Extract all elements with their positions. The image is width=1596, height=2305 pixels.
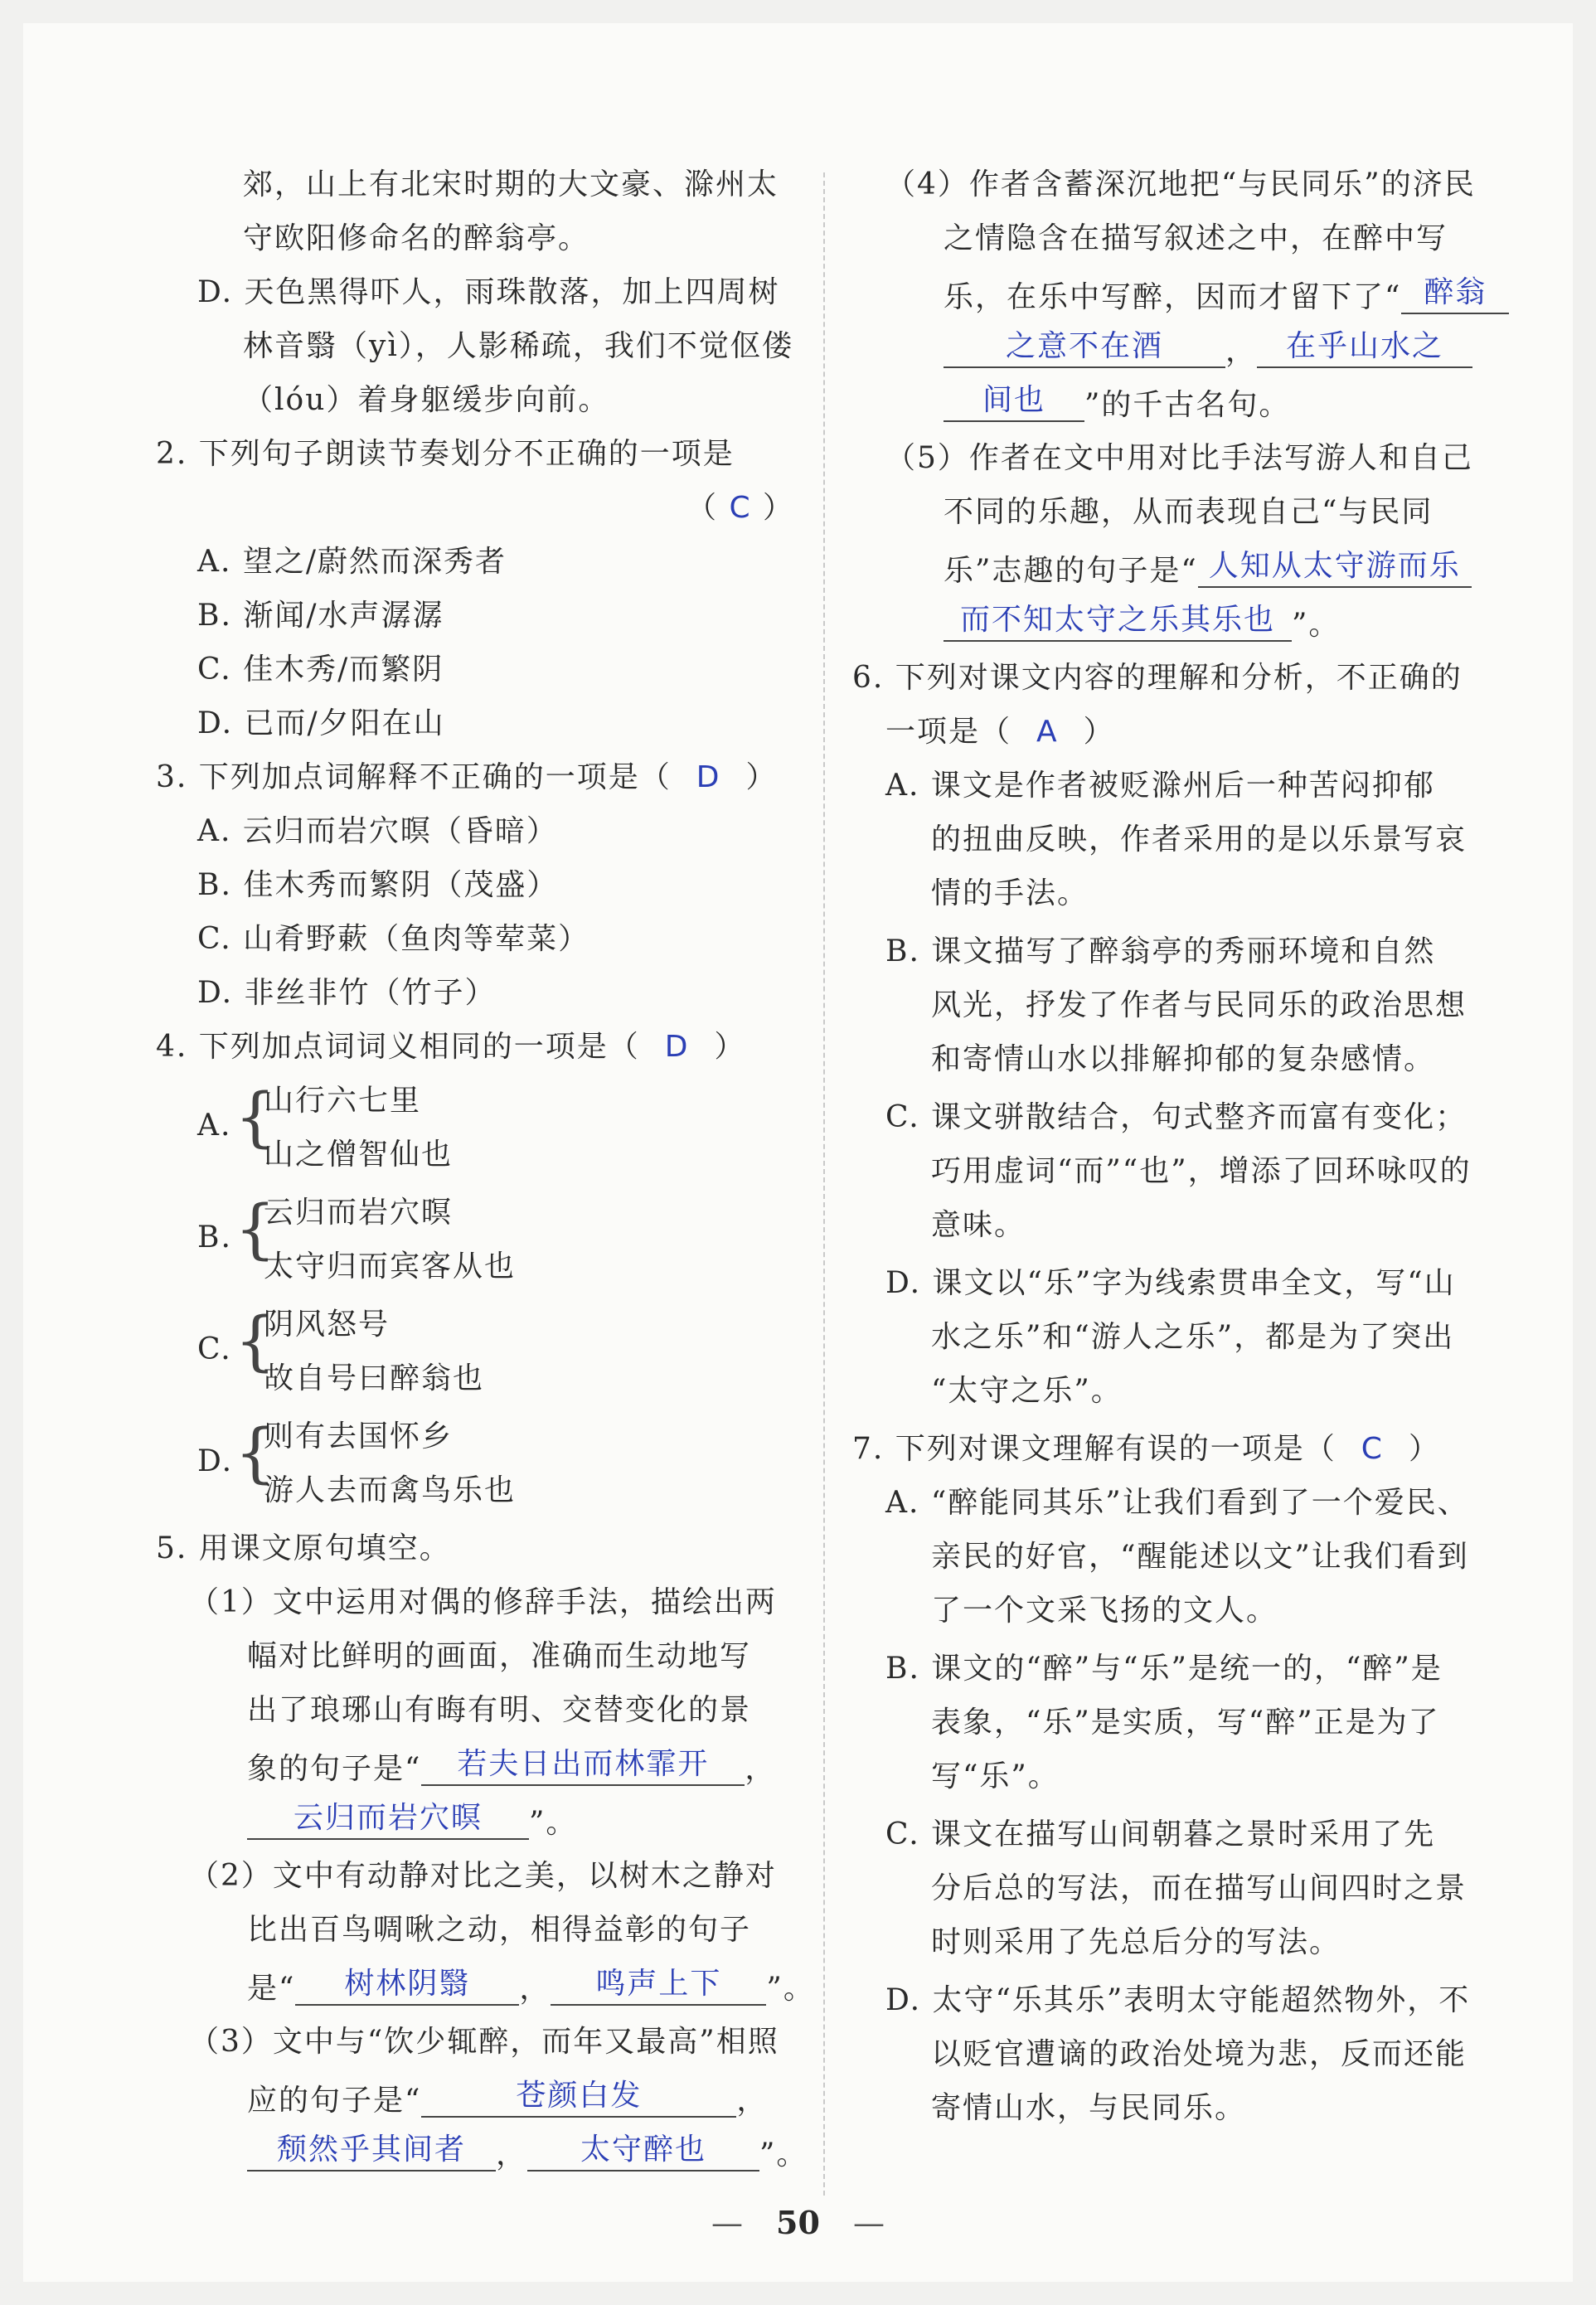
q5-1-answer-2: 云归而岩穴暝 — [247, 1802, 529, 1840]
q5-1-line3: 出了琅琊山有晦有明、交替变化的景 — [247, 1693, 752, 1727]
q6-option-b-line3: 和寄情山水以排解抑郁的复杂感情。 — [931, 1042, 1436, 1076]
q7-option-c-line3: 时则采用了先总后分的写法。 — [931, 1925, 1341, 1959]
question-2: 2. 下列句子朗读节奏划分不正确的一项是 — [156, 437, 735, 471]
question-7-text: 7. 下列对课文理解有误的一项是（ — [852, 1432, 1336, 1466]
q5-1-line4: 象的句子是“ 若夫日出而林霏开 ， — [247, 1747, 777, 1786]
q6-option-a-line2: 的扭曲反映，作者采用的是以乐景写哀 — [931, 823, 1467, 856]
q2-option-c: C. 佳木秀/而繁阴 — [197, 653, 444, 687]
q4-option-a-line1: 山行六七里 — [264, 1084, 422, 1118]
q4-option-b-line1: 云归而岩穴暝 — [264, 1196, 454, 1230]
q5-1-answer-1: 若夫日出而林霏开 — [421, 1748, 745, 1786]
q5-1-line5: 云归而岩穴暝 ”。 — [247, 1802, 577, 1840]
q2-option-d: D. 已而/夕阳在山 — [197, 706, 445, 740]
q3-option-d: D. 非丝非竹（竹子） — [197, 976, 497, 1010]
q1d-line3: （lóu）着身躯缓步向前。 — [243, 383, 610, 417]
q4-option-b-line2: 太守归而宾客从也 — [264, 1250, 517, 1284]
q6-answer: A — [1036, 715, 1059, 749]
page-number-value: 50 — [776, 2204, 820, 2241]
q4-option-b-letter: B. — [197, 1220, 232, 1254]
q7-option-d-line1: D. 太守“乐其乐”表明太守能超然物外，不 — [885, 1983, 1471, 2017]
q4-option-d-line2: 游人去而禽鸟乐也 — [264, 1473, 517, 1507]
q5-5-answer-1: 人知从太守游而乐 — [1198, 550, 1472, 588]
q3-option-b: B. 佳木秀而繁阴（茂盛） — [197, 868, 559, 902]
question-6-line1: 6. 下列对课文内容的理解和分析，不正确的 — [852, 661, 1463, 695]
q3-option-a: A. 云归而岩穴暝（昏暗） — [197, 814, 558, 848]
q5-3-answer-2: 颓然乎其间者 — [247, 2133, 496, 2172]
question-5: 5. 用课文原句填空。 — [156, 1531, 451, 1565]
q5-4-line2: 之情隐含在描写叙述之中，在醉中写 — [944, 221, 1448, 255]
q5-3-answer-3: 太守醉也 — [527, 2133, 759, 2172]
q5-2-line3: 是“ 树林阴翳 ， 鸣声上下 ”。 — [247, 1967, 815, 2006]
q7-option-b-line1: B. 课文的“醉”与“乐”是统一的，“醉”是 — [885, 1652, 1443, 1686]
q5-1-prompt: 象的句子是“ — [247, 1752, 422, 1786]
q4-answer: D — [664, 1030, 690, 1064]
q6-option-b-line1: B. 课文描写了醉翁亭的秀丽环境和自然 — [885, 934, 1436, 968]
q4-option-c-line1: 阴风怒号 — [264, 1308, 391, 1342]
q5-1-line1: （1）文中运用对偶的修辞手法，描绘出两 — [189, 1585, 777, 1619]
q4-option-a-brace: { — [235, 1080, 278, 1155]
q5-5-line2: 不同的乐趣，从而表现自己“与民同 — [944, 495, 1433, 529]
question-3-text: 3. 下列加点词解释不正确的一项是（ — [156, 760, 672, 794]
column-divider — [823, 172, 825, 2196]
q6-option-a-line3: 情的手法。 — [931, 876, 1089, 910]
worksheet-page — [23, 23, 1573, 2282]
question-6-line2: 一项是（ A ） — [885, 715, 1115, 749]
q5-5-line3 — [944, 550, 1472, 588]
q5-3-line3: 颓然乎其间者 ， 太守醉也 ”。 — [247, 2133, 808, 2172]
question-4: 4. 下列加点词词义相同的一项是（ D ） — [156, 1030, 746, 1064]
q7-option-b-line2: 表象，“乐”是实质，写“醉”正是为了 — [931, 1706, 1440, 1740]
q3-answer: D — [696, 760, 721, 794]
q7-option-b-line3: 写“乐”。 — [931, 1759, 1060, 1793]
q2-answer: C — [729, 491, 752, 525]
q5-5-line4: 而不知太守之乐其乐也 ”。 — [944, 604, 1340, 642]
q7-option-a-line1: A. “醉能同其乐”让我们看到了一个爱民、 — [885, 1486, 1469, 1520]
q4-option-d-line1: 则有去国怀乡 — [264, 1419, 454, 1453]
q7-option-c-line2: 分后总的写法，而在描写山间四时之景 — [931, 1871, 1467, 1905]
question-4-text: 4. 下列加点词词义相同的一项是（ — [156, 1030, 640, 1064]
q5-3-line2: 应的句子是“ 苍颜白发 ， — [247, 2079, 769, 2118]
q6-option-b-line2: 风光，抒发了作者与民同乐的政治思想 — [931, 988, 1467, 1022]
q1c-line1: 郊，山上有北宋时期的大文豪、滁州太 — [243, 167, 779, 201]
q2-answer-slot: （ C ） — [686, 491, 795, 525]
q5-5-line1: （5）作者在文中用对比手法写游人和自己 — [885, 441, 1473, 475]
q4-option-a-letter: A. — [197, 1109, 232, 1143]
q6-option-d-line2: 水之乐”和“游人之乐”，都是为了突出 — [931, 1320, 1455, 1354]
q7-option-d-line2: 以贬官遭谪的政治处境为悲，反而还能 — [931, 2037, 1467, 2071]
q5-4-line3 — [944, 276, 1509, 314]
q2-option-a: A. 望之/蔚然而深秀者 — [197, 545, 507, 579]
q4-option-c-brace: { — [235, 1304, 278, 1379]
q5-4-prompt: 乐，在乐中写醉，因而才留下了“ — [944, 280, 1402, 314]
question-7: 7. 下列对课文理解有误的一项是（ C ） — [852, 1432, 1440, 1466]
page-number: — 50 — — [711, 2204, 885, 2241]
q3-option-c: C. 山肴野蔌（鱼肉等荤菜） — [197, 922, 590, 956]
q5-4-line1: （4）作者含蓄深沉地把“与民同乐”的济民 — [885, 167, 1476, 201]
q7-option-a-line3: 了一个文采飞扬的文人。 — [931, 1594, 1278, 1628]
q4-option-a-line2: 山之僧智仙也 — [264, 1138, 454, 1172]
q5-5-answer-2: 而不知太守之乐其乐也 — [944, 604, 1292, 642]
q5-2-line1: （2）文中有动静对比之美，以树木之静对 — [189, 1859, 777, 1893]
q7-answer: C — [1361, 1432, 1384, 1466]
q6-option-c-line1: C. 课文骈散结合，句式整齐而富有变化； — [885, 1100, 1467, 1134]
q5-4-answer-2a: 在乎山水之 — [1257, 330, 1472, 368]
q5-5-prompt: 乐”志趣的句子是“ — [944, 554, 1198, 588]
q5-2-line2: 比出百鸟啁啾之动，相得益彰的句子 — [247, 1913, 752, 1947]
q5-1-line2: 幅对比鲜明的画面，准确而生动地写 — [247, 1639, 752, 1673]
q5-3-line1: （3）文中与“饮少辄醉，而年又最高”相照 — [189, 2025, 779, 2059]
q4-option-c-line2: 故自号曰醉翁也 — [264, 1361, 485, 1395]
q5-4-line4: 之意不在酒 ， 在乎山水之 — [944, 330, 1472, 368]
q5-2-prompt: 是“ — [247, 1972, 296, 2006]
q4-option-d-brace: { — [235, 1416, 278, 1491]
q4-option-b-brace: { — [235, 1192, 278, 1267]
q5-4-answer-1b: 之意不在酒 — [944, 330, 1225, 368]
q7-option-d-line3: 寄情山水，与民同乐。 — [931, 2091, 1247, 2125]
q5-3-answer-1: 苍颜白发 — [421, 2079, 736, 2118]
q5-4-answer-1a: 醉翁 — [1401, 276, 1509, 314]
q1c-line2: 守欧阳修命名的醉翁亭。 — [243, 221, 590, 255]
q6-option-d-line1: D. 课文以“乐”字为线索贯串全文，写“山 — [885, 1266, 1456, 1300]
q4-option-c-letter: C. — [197, 1332, 232, 1366]
q1d-line1: D. 天色黑得吓人，雨珠散落，加上四周树 — [197, 275, 780, 309]
q7-option-c-line1: C. 课文在描写山间朝暮之景时采用了先 — [885, 1817, 1436, 1851]
q5-2-answer-1: 树林阴翳 — [295, 1968, 519, 2006]
q6-option-a-line1: A. 课文是作者被贬滁州后一种苦闷抑郁 — [885, 769, 1435, 803]
q6-option-c-line2: 巧用虚词“而”“也”，增添了回环咏叹的 — [931, 1154, 1472, 1188]
q6-option-c-line3: 意味。 — [931, 1208, 1026, 1242]
q2-option-b: B. 渐闻/水声潺潺 — [197, 599, 444, 633]
q6-option-d-line3: “太守之乐”。 — [931, 1374, 1123, 1408]
question-3: 3. 下列加点词解释不正确的一项是（ D ） — [156, 760, 778, 794]
q4-option-d-letter: D. — [197, 1444, 234, 1478]
q5-4-suffix: ”的千古名句。 — [1084, 388, 1291, 422]
q5-4-answer-2b: 间也 — [944, 384, 1084, 422]
question-6-text: 一项是（ — [885, 715, 1012, 749]
q7-option-a-line2: 亲民的好官，“醒能述以文”让我们看到 — [931, 1540, 1469, 1574]
q5-4-line5 — [944, 384, 1290, 422]
q5-3-prompt: 应的句子是“ — [247, 2084, 422, 2118]
q5-2-answer-2: 鸣声上下 — [551, 1968, 766, 2006]
q1d-line2: 林音翳（yì），人影稀疏，我们不觉伛偻 — [243, 329, 793, 363]
